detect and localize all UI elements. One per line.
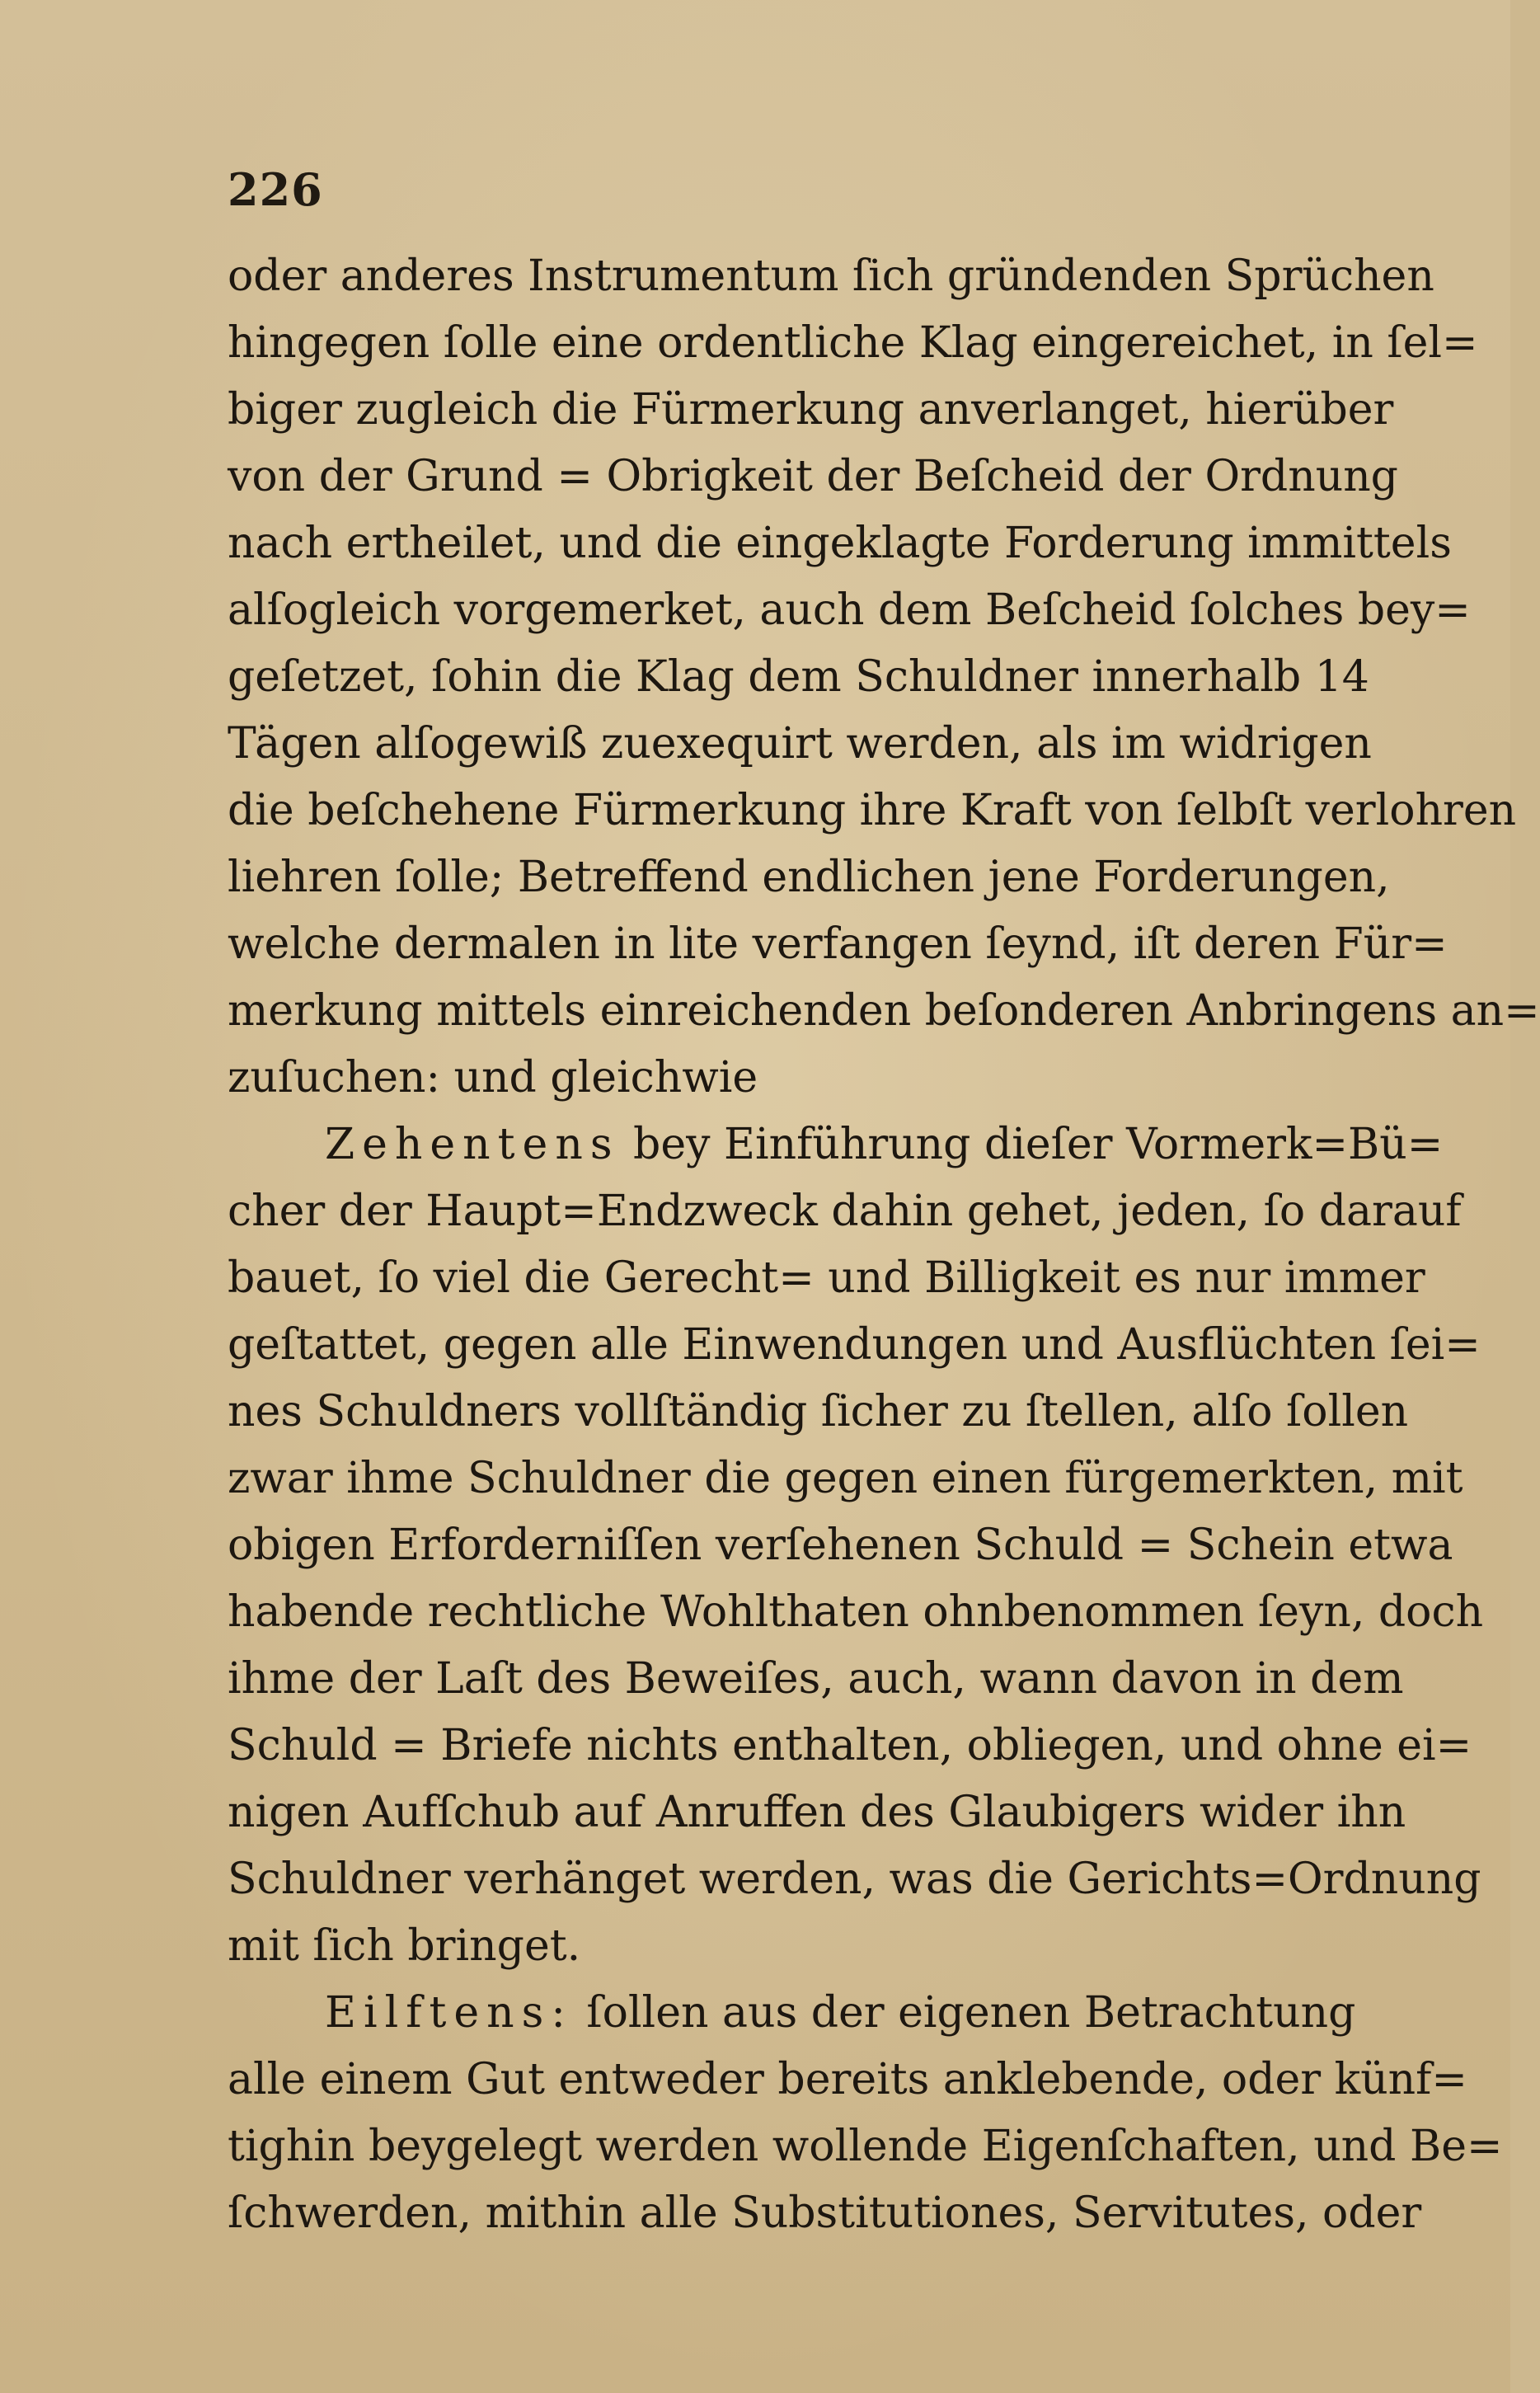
paragraph-zehentens (228, 1112, 1444, 1178)
text-line: nach ertheilet, und die eingeklagte Forderung immittels (228, 519, 1452, 568)
text-line: alle einem Gut entweder bereits anklebende, oder künf= (228, 2055, 1467, 2104)
text-line: obigen Erforderniſſen verſehenen Schuld = Schein etwa (228, 1521, 1453, 1570)
text-line: ſollen aus der eigenen Betrachtung (586, 1988, 1356, 2038)
text-line: liehren ſolle; Betreffend endlichen jene Forderungen, (228, 853, 1390, 902)
text-line: ſchwerden, mithin alle Substitutiones, Servitutes, oder (228, 2188, 1422, 2238)
text-line: zwar ihme Schuldner die gegen einen fürgemerkten, mit (228, 1454, 1463, 1503)
text-line: nigen Aufſchub auf Anruffen des Glaubigers wider ihn (228, 1788, 1406, 1837)
text-line: zuſuchen: und gleichwie (228, 1053, 758, 1102)
text-line: cher der Haupt=Endzweck dahin gehet, jeden, ſo darauf (228, 1187, 1462, 1236)
text-line: von der Grund = Obrigkeit der Beſcheid der Ordnung (228, 452, 1398, 501)
text-line: mit ſich bringet. (228, 1921, 581, 1971)
text-line: Schuldner verhänget werden, was die Gerichts=Ordnung (228, 1855, 1481, 1904)
text-line: die beſchehene Fürmerkung ihre Kraft von ſelbſt verlohren (228, 786, 1517, 835)
text-line: hingegen ſolle eine ordentliche Klag eingereichet, in ſel= (228, 318, 1478, 368)
text-line: tighin beygelegt werden wollende Eigenſchaften, und Be= (228, 2122, 1503, 2171)
paragraph-head: Zehentens (325, 1120, 620, 1169)
text-line: merkung mittels einreichenden beſonderen Anbringens an= (228, 986, 1540, 1036)
paragraph-eilftens (228, 1980, 1356, 2047)
text-line: Schuld = Briefe nichts enthalten, obliegen, und ohne ei= (228, 1721, 1472, 1770)
body-text (228, 243, 1540, 2247)
text-line: nes Schuldners vollſtändig ſicher zu ſtellen, alſo ſollen (228, 1387, 1409, 1436)
paragraph-head: Eilftens: (325, 1988, 573, 2038)
text-line: Tägen alſogewiß zuexequirt werden, als im widrigen (228, 719, 1372, 769)
text-line: habende rechtliche Wohlthaten ohnbenommen ſeyn, doch (228, 1587, 1484, 1637)
text-line: geſetzet, ſohin die Klag dem Schuldner innerhalb 14 (228, 652, 1369, 702)
text-line: bey Einführung dieſer Vormerk=Bü= (633, 1120, 1444, 1169)
text-line: alſogleich vorgemerket, auch dem Beſcheid ſolches bey= (228, 585, 1471, 635)
text-line: biger zugleich die Fürmerkung anverlanget, hierüber (228, 385, 1394, 435)
text-line: ihme der Laſt des Beweiſes, auch, wann davon in dem (228, 1654, 1404, 1704)
text-line: bauet, ſo viel die Gerecht= und Billigkeit es nur immer (228, 1253, 1425, 1303)
page-number: 226 (228, 163, 323, 216)
text-line: welche dermalen in lite verfangen ſeynd, iſt deren Für= (228, 919, 1448, 969)
text-line: oder anderes Instrumentum ſich gründenden Sprüchen (228, 252, 1434, 301)
text-line: geſtattet, gegen alle Einwendungen und Ausflüchten ſei= (228, 1320, 1481, 1370)
